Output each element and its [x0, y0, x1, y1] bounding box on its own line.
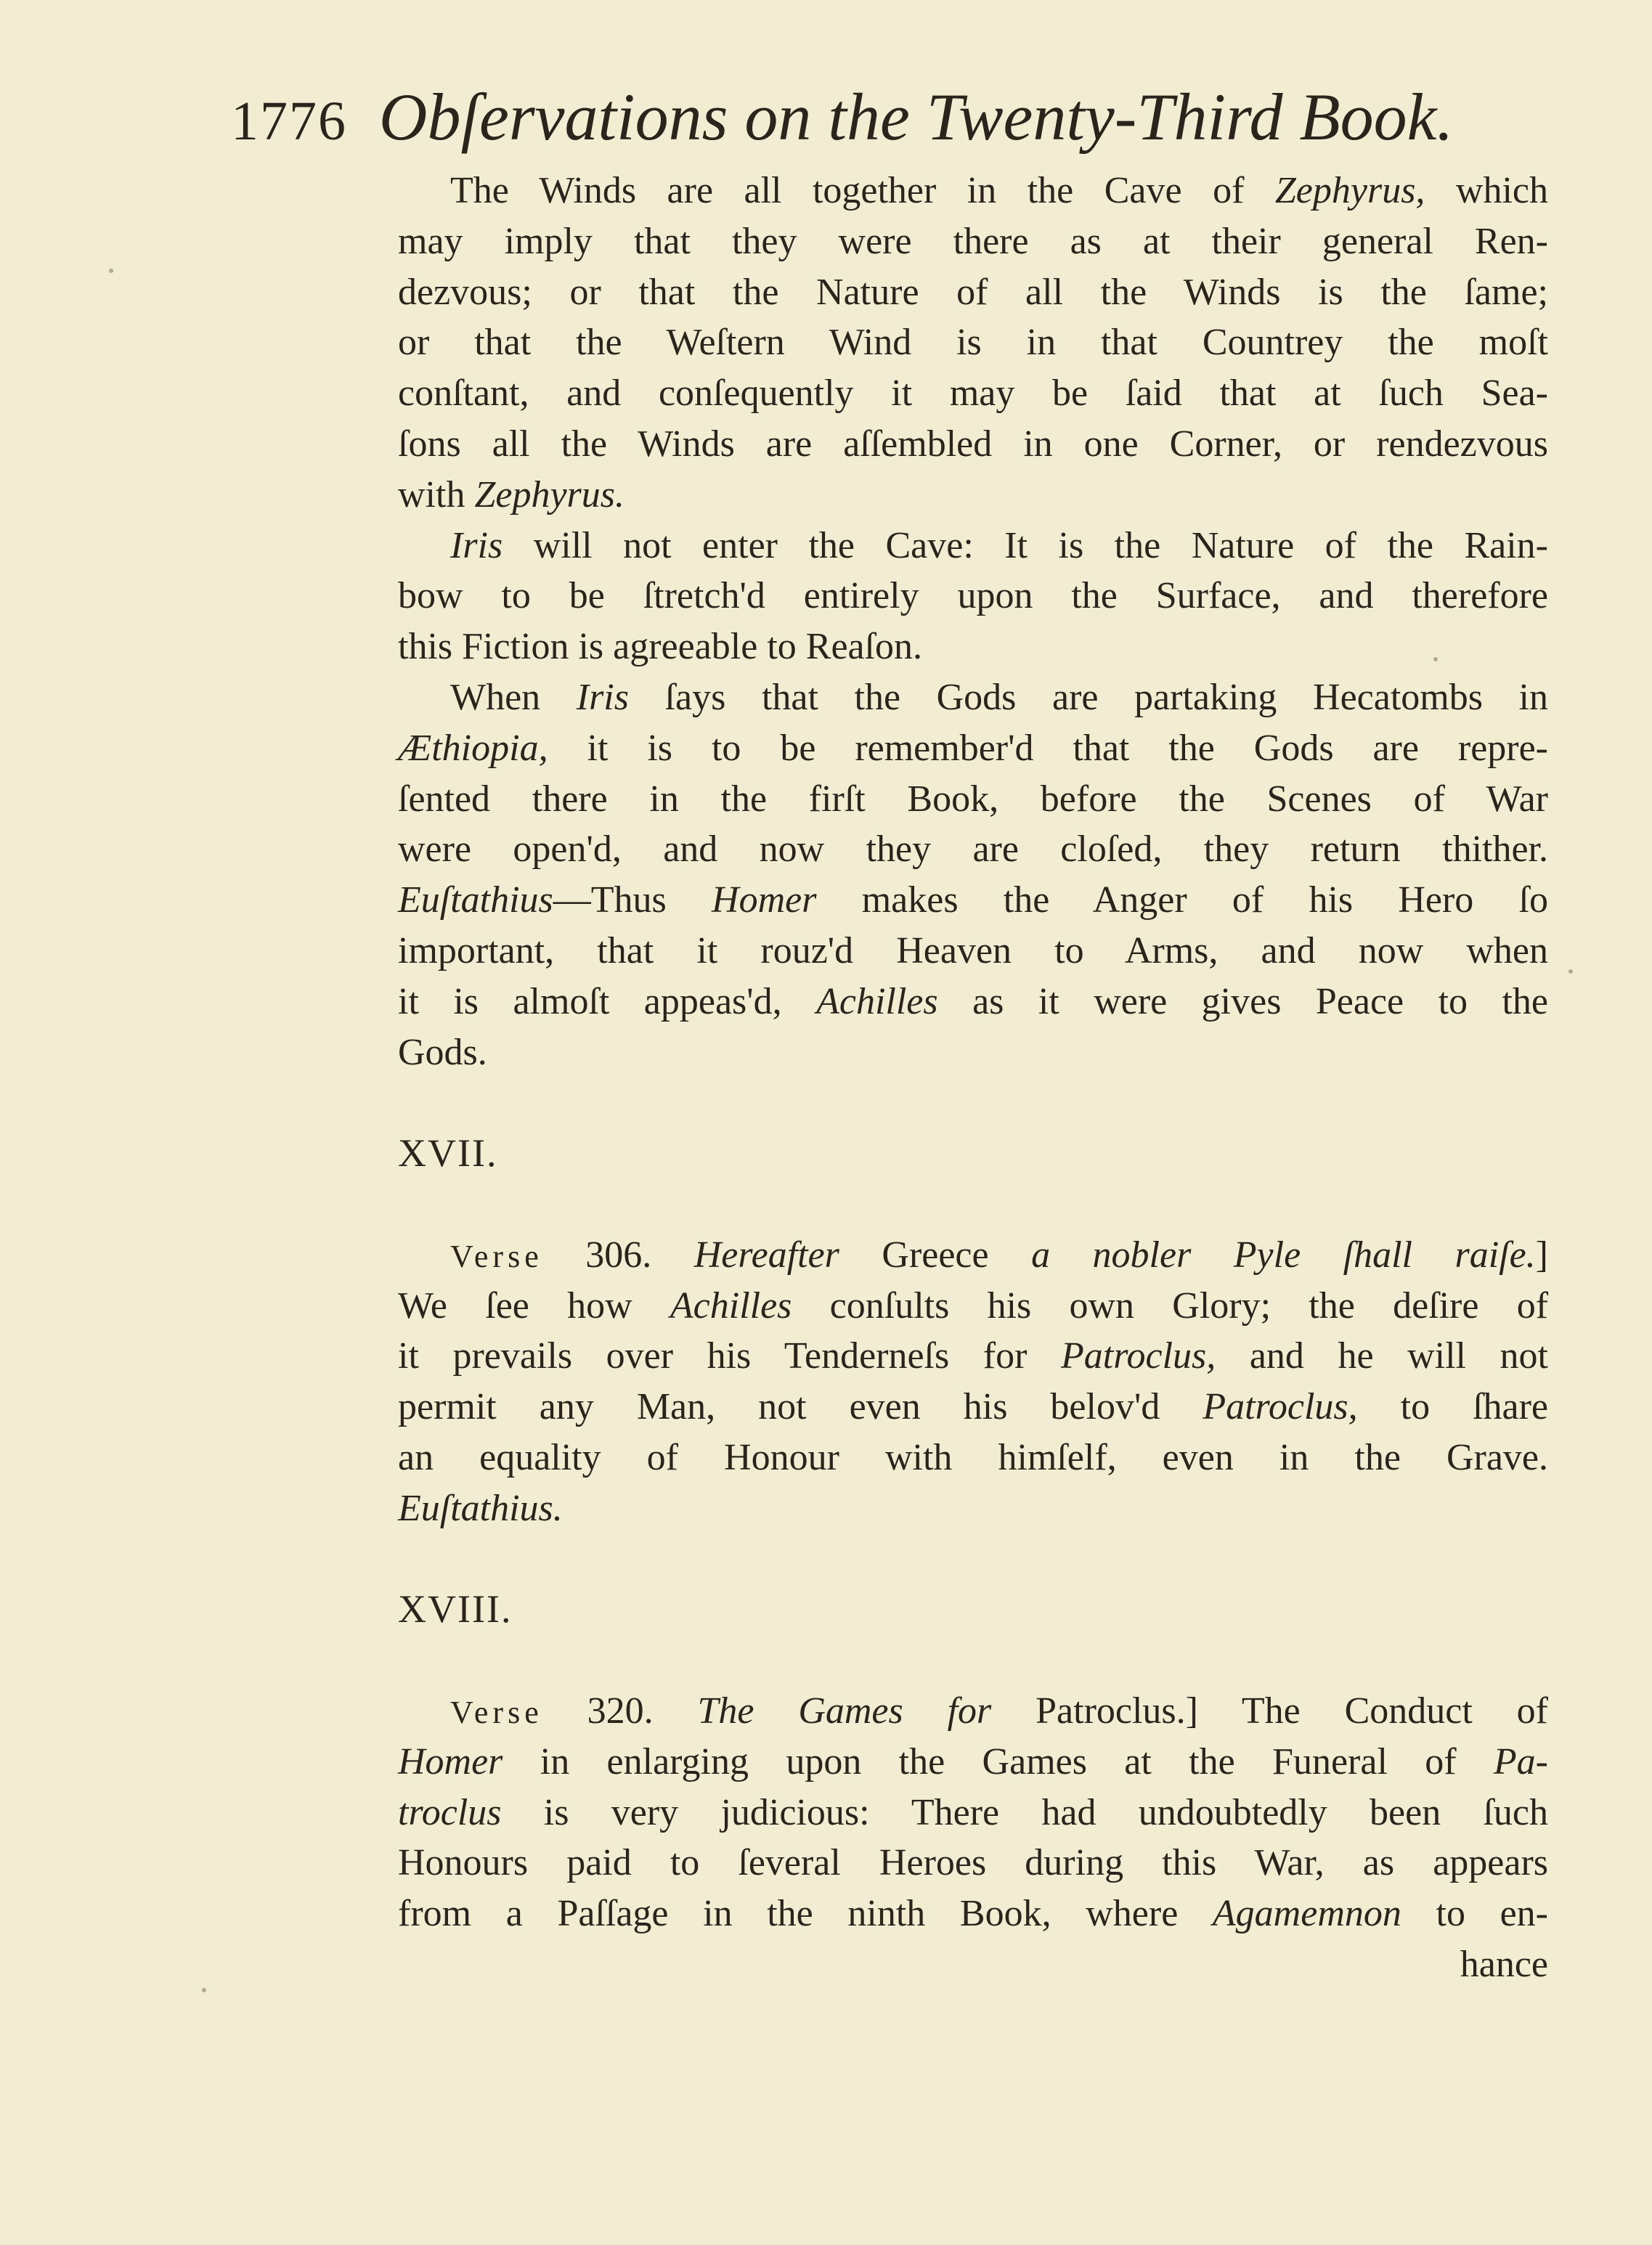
text-line	[398, 672, 1548, 723]
paper-speck	[1433, 657, 1438, 661]
text-run: conſtant, and conſequently it may be ſaid that at ſuch Sea-	[398, 372, 1548, 415]
text-run: conſults his own Glory; the deſire of	[792, 1284, 1549, 1327]
italic-text: Zephyrus,	[1274, 170, 1425, 211]
text-run: Greece	[839, 1234, 1032, 1276]
text-line	[398, 317, 1548, 368]
text-line	[398, 368, 1548, 419]
page-number: 1776	[231, 91, 347, 152]
text-line	[398, 521, 1548, 571]
section-heading: XVII.	[398, 1131, 498, 1176]
text-line	[398, 216, 1548, 267]
text-line	[398, 1433, 1548, 1483]
paper-speck	[109, 269, 113, 273]
italic-text: Achilles	[816, 980, 938, 1022]
text-line	[398, 166, 1548, 216]
italic-text: Homer	[398, 1740, 503, 1782]
text-run: will not enter the Cave: It is the Nature of the Rain-	[502, 524, 1548, 566]
text-run: When	[450, 676, 577, 718]
running-head	[231, 78, 1454, 155]
text-line	[398, 419, 1548, 470]
text-run: from a Paſſage in the ninth Book, where	[398, 1893, 1213, 1935]
blank-line	[398, 1077, 1548, 1128]
text-line	[398, 571, 1548, 622]
text-line	[398, 1027, 1548, 1078]
italic-text: Pa-	[1493, 1740, 1548, 1782]
text-run: and he will not	[1216, 1335, 1548, 1377]
text-run: which	[1425, 170, 1548, 211]
small-caps-text: Verse	[450, 1694, 543, 1730]
text-line	[398, 1230, 1548, 1281]
text-run: were open'd, and now they are cloſed, they return thither.	[398, 828, 1548, 871]
italic-text: Iris	[576, 676, 629, 718]
text-run: Honours paid to ſeveral Heroes during this War, as appears	[398, 1842, 1548, 1884]
text-run: it is almoſt appeas'd,	[398, 980, 817, 1022]
text-line	[398, 1788, 1548, 1838]
text-line	[398, 1483, 1548, 1534]
text-run: ſons all the Winds are aſſembled in one Corner, or rendezvous	[398, 423, 1548, 465]
text-line	[398, 1331, 1548, 1382]
text-run: may imply that they were there as at their general Ren-	[398, 220, 1548, 262]
text-run: —Thus	[553, 879, 712, 921]
text-line	[398, 1889, 1548, 1939]
italic-text: Iris	[450, 524, 503, 566]
text-run: important, that it rouz'd Heaven to Arms, and now when	[398, 929, 1548, 971]
italic-text: Hereafter	[693, 1234, 839, 1276]
text-line	[398, 1737, 1548, 1788]
italic-text: a nobler Pyle ſhall raiſe.	[1031, 1234, 1536, 1276]
text-run: ſays that the Gods are partaking Hecatombs in	[629, 676, 1548, 718]
text-run: dezvous; or that the Nature of all the Winds is the ſame;	[398, 271, 1548, 313]
text-run: is very judicious: There had undoubtedly been ſuch	[501, 1791, 1548, 1833]
italic-text: Euſtathius.	[398, 1487, 563, 1529]
text-run: as it were gives Peace to the	[937, 980, 1549, 1022]
italic-text: Patroclus,	[1060, 1335, 1216, 1377]
text-line	[398, 977, 1548, 1027]
italic-text: The Games for	[697, 1690, 992, 1732]
italic-text: Achilles	[670, 1284, 792, 1327]
text-run: to ſhare	[1357, 1386, 1548, 1428]
small-caps-text: Verse	[450, 1238, 543, 1274]
blank-line	[398, 1635, 1548, 1686]
text-run: permit any Man, not even his belov'd	[398, 1386, 1203, 1428]
italic-text: Patroclus,	[1203, 1386, 1358, 1428]
italic-text: Æthiopia,	[398, 727, 548, 769]
text-run: ]	[1535, 1234, 1548, 1276]
text-run: makes the Anger of his Hero ſo	[816, 879, 1548, 921]
text-run: We ſee how	[398, 1284, 670, 1327]
text-run: Gods.	[398, 1031, 487, 1073]
section-heading: XVIII.	[398, 1587, 513, 1631]
italic-text: Zephyrus.	[474, 473, 625, 516]
text-line	[398, 1686, 1548, 1737]
text-line	[398, 824, 1548, 875]
italic-text: troclus	[398, 1791, 502, 1833]
italic-text: Euſtathius	[398, 879, 553, 921]
text-run: 306.	[542, 1234, 694, 1276]
text-line	[398, 723, 1548, 774]
text-run: bow to be ſtretch'd entirely upon the Surface, and therefore	[398, 575, 1548, 617]
text-line	[398, 470, 1548, 521]
paper-speck	[1568, 969, 1573, 974]
text-line	[398, 875, 1548, 926]
text-run: or that the Weſtern Wind is in that Countrey the moſt	[398, 322, 1548, 364]
blank-line	[398, 1179, 1548, 1230]
text-line	[398, 1838, 1548, 1889]
text-run: 320.	[542, 1690, 698, 1732]
paper-speck	[202, 1988, 206, 1992]
text-line	[398, 774, 1548, 825]
text-run: ſented there in the firſt Book, before the Scenes of War	[398, 778, 1548, 820]
text-line	[398, 1939, 1548, 1990]
text-run: The Winds are all together in the Cave of	[450, 170, 1275, 211]
text-run: to en-	[1401, 1893, 1548, 1935]
text-run: Patroclus.] The Conduct of	[991, 1690, 1548, 1732]
text-line	[398, 1382, 1548, 1433]
text-line	[398, 267, 1548, 318]
text-line	[398, 622, 1548, 672]
text-line	[398, 1281, 1548, 1332]
text-run: it prevails over his Tenderneſs for	[398, 1335, 1061, 1377]
text-run: with	[398, 473, 475, 516]
blank-line	[398, 1534, 1548, 1585]
italic-text: Agamemnon	[1212, 1893, 1401, 1935]
running-title: Obſervations on the Twenty-Third Book.	[379, 80, 1454, 154]
body-text	[398, 166, 1548, 1990]
text-line	[398, 926, 1548, 977]
text-run: it is to be remember'd that the Gods are repre-	[548, 727, 1548, 769]
text-run: this Fiction is agreeable to Reaſon.	[398, 626, 923, 668]
italic-text: Homer	[712, 879, 817, 921]
text-run: in enlarging upon the Games at the Funeral of	[502, 1740, 1494, 1782]
text-run: hance	[1460, 1943, 1548, 1985]
text-run: an equality of Honour with himſelf, even in the Grave.	[398, 1436, 1548, 1478]
